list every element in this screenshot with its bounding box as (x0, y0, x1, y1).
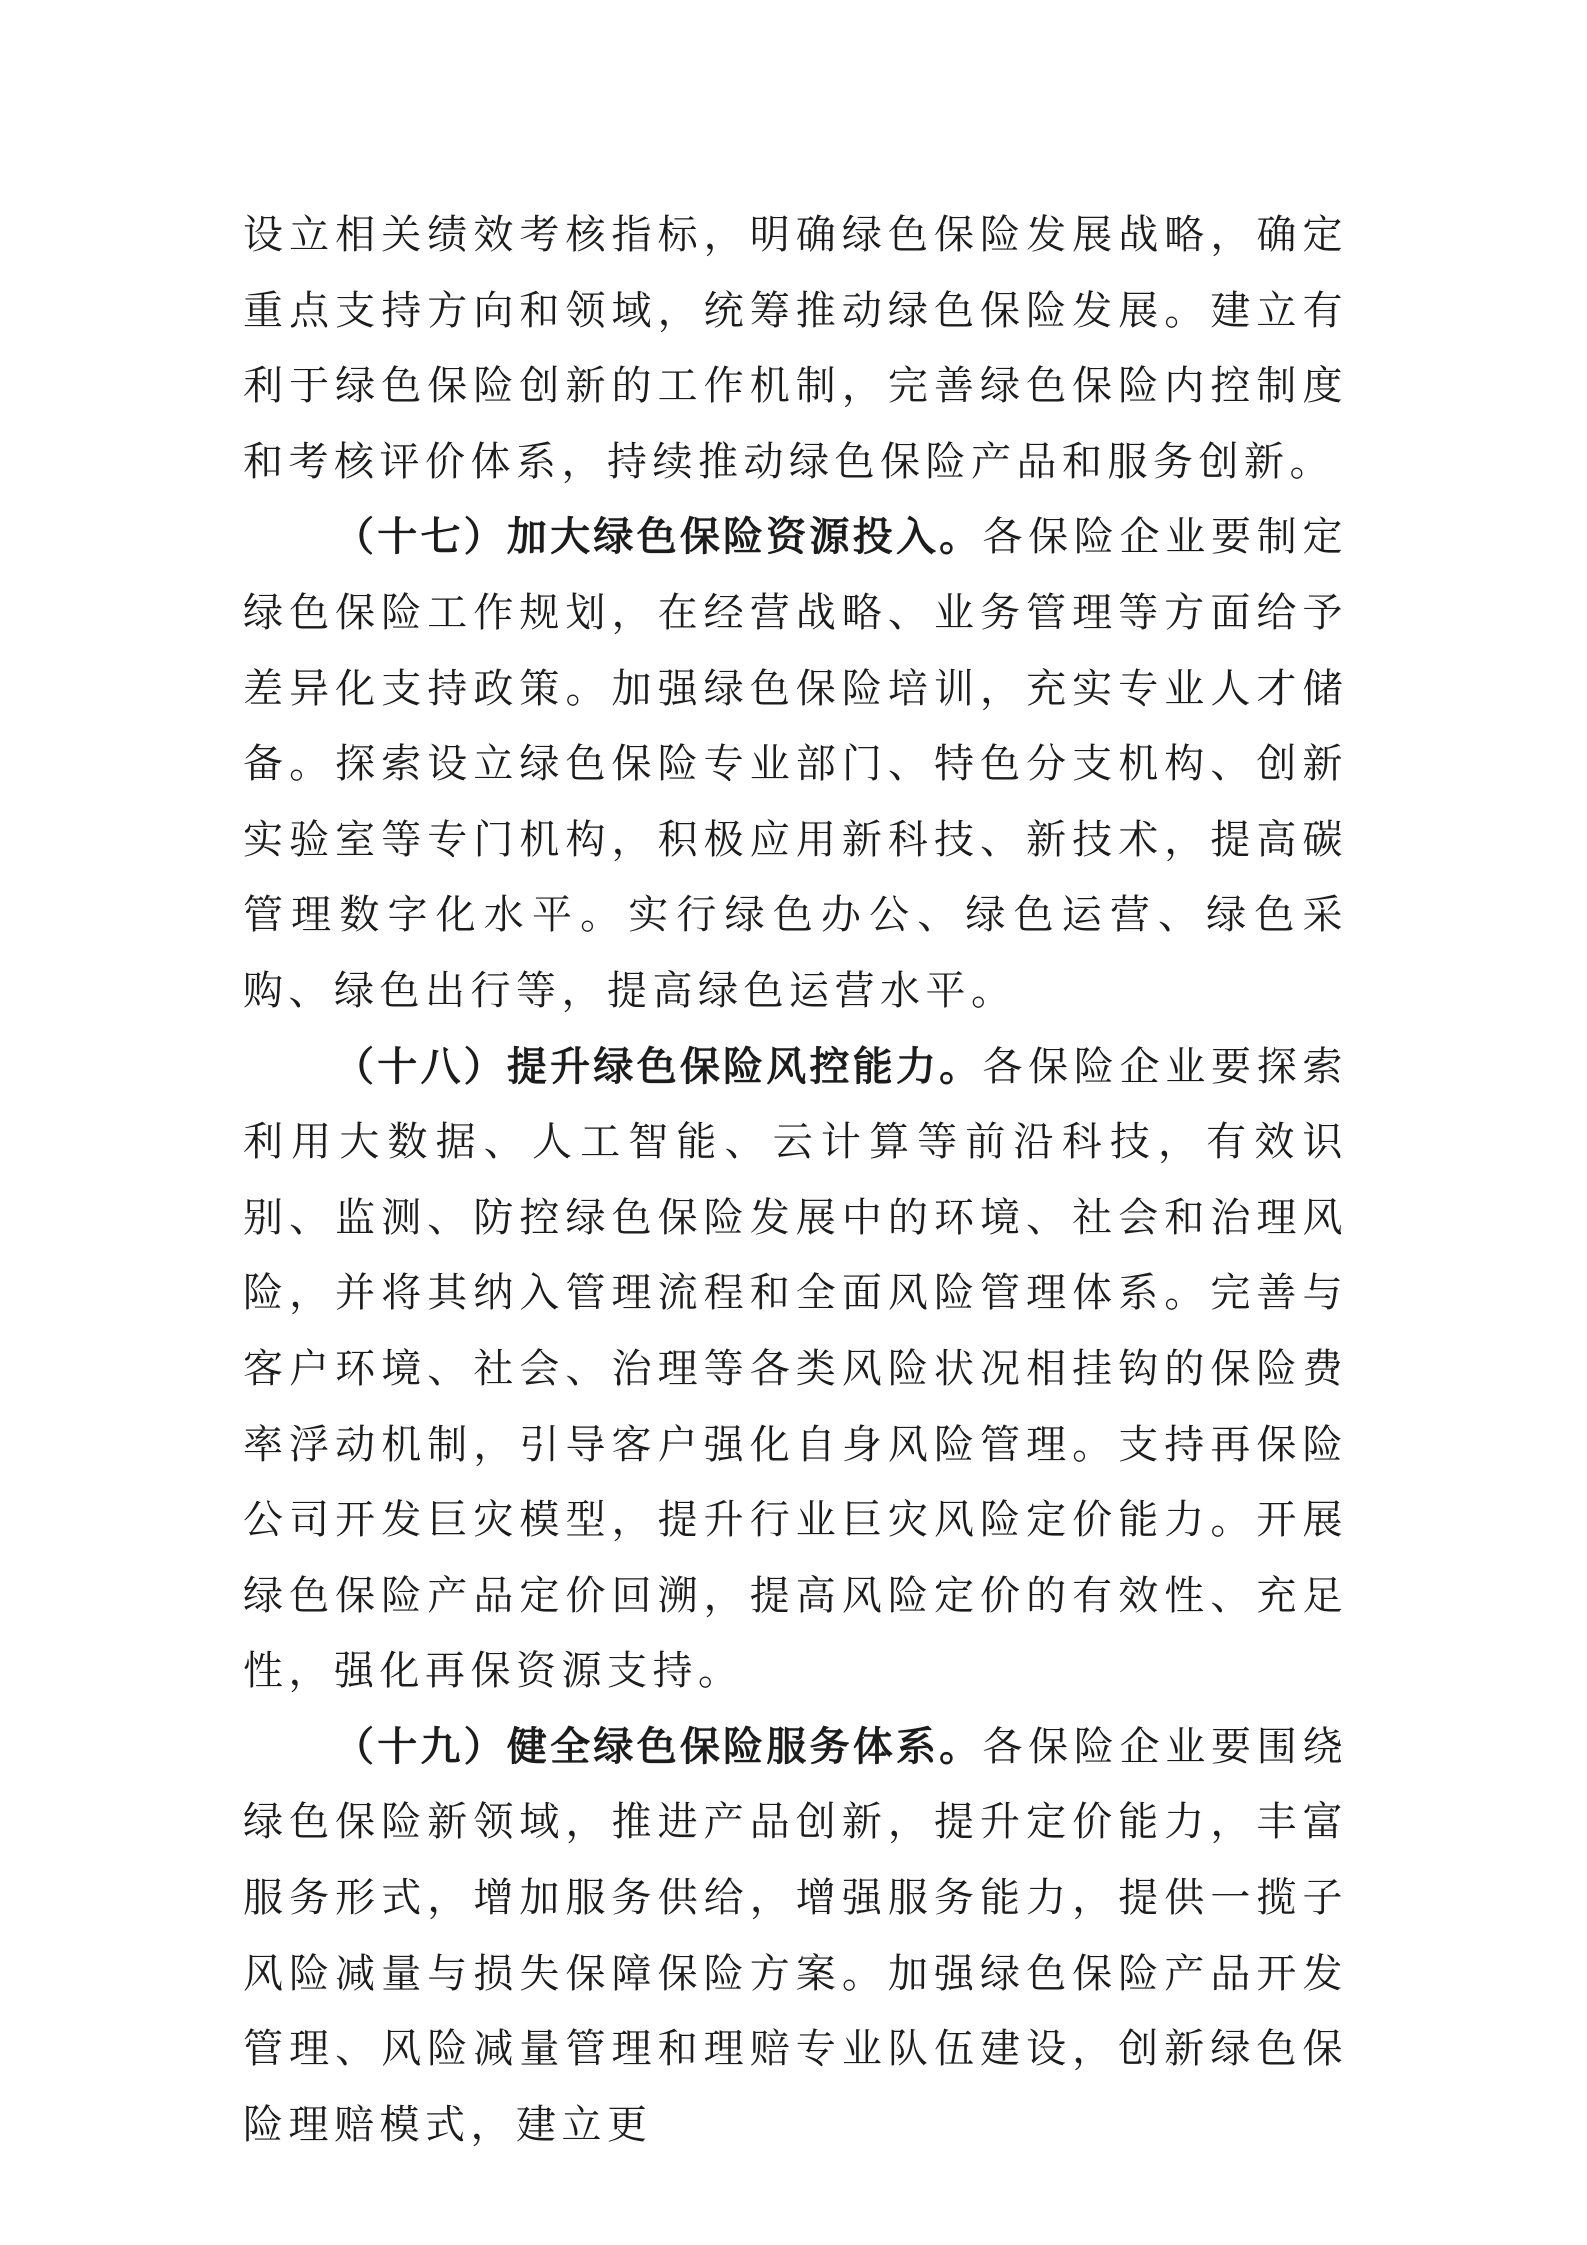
paragraph-section-17 (243, 500, 1348, 1029)
paragraph-section-18 (243, 1030, 1348, 1710)
paragraph-body: 各保险企业要探索利用大数据、人工智能、云计算等前沿科技，有效识别、监测、防控绿色保险发展中的环境、社会和治理风险，并将其纳入管理流程和全面风险管理体系。完善与客户环境、社会、治理等各类风险状况相挂钩的保险费率浮动机制，引导客户强化自身风险管理。支持再保险公司开发巨灾模型，提升行业巨灾风险定价能力。开展绿色保险产品定价回溯，提高风险定价的有效性、充足性，强化再保资源支持。 (243, 1043, 1349, 1695)
section-heading: （十八）提升绿色保险风控能力。 (334, 1043, 983, 1090)
section-heading: （十七）加大绿色保险资源投入。 (334, 514, 983, 561)
section-heading: （十九）健全绿色保险服务体系。 (334, 1723, 983, 1770)
paragraph-section-19 (243, 1710, 1348, 2164)
paragraph-continuation (243, 198, 1348, 500)
document-body (243, 198, 1348, 2163)
paragraph-body: 各保险企业要制定绿色保险工作规划，在经营战略、业务管理等方面给予差异化支持政策。加强绿色保险培训，充实专业人才储备。探索设立绿色保险专业部门、特色分支机构、创新实验室等专门机构，积极应用新科技、新技术，提高碳管理数字化水平。实行绿色办公、绿色运营、绿色采购、绿色出行等，提高绿色运营水平。 (243, 514, 1349, 1014)
paragraph-body: 设立相关绩效考核指标，明确绿色保险发展战略，确定重点支持方向和领域，统筹推动绿色保险发展。建立有利于绿色保险创新的工作机制，完善绿色保险内控制度和考核评价体系，持续推动绿色保险产品和服务创新。 (243, 212, 1348, 485)
paragraph-body: 各保险企业要围绕绿色保险新领域，推进产品创新，提升定价能力，丰富服务形式，增加服务供给，增强服务能力，提供一揽子风险减量与损失保障保险方案。加强绿色保险产品开发管理、风险减量管理和理赔专业队伍建设，创新绿色保险理赔模式，建立更 (243, 1723, 1349, 2148)
